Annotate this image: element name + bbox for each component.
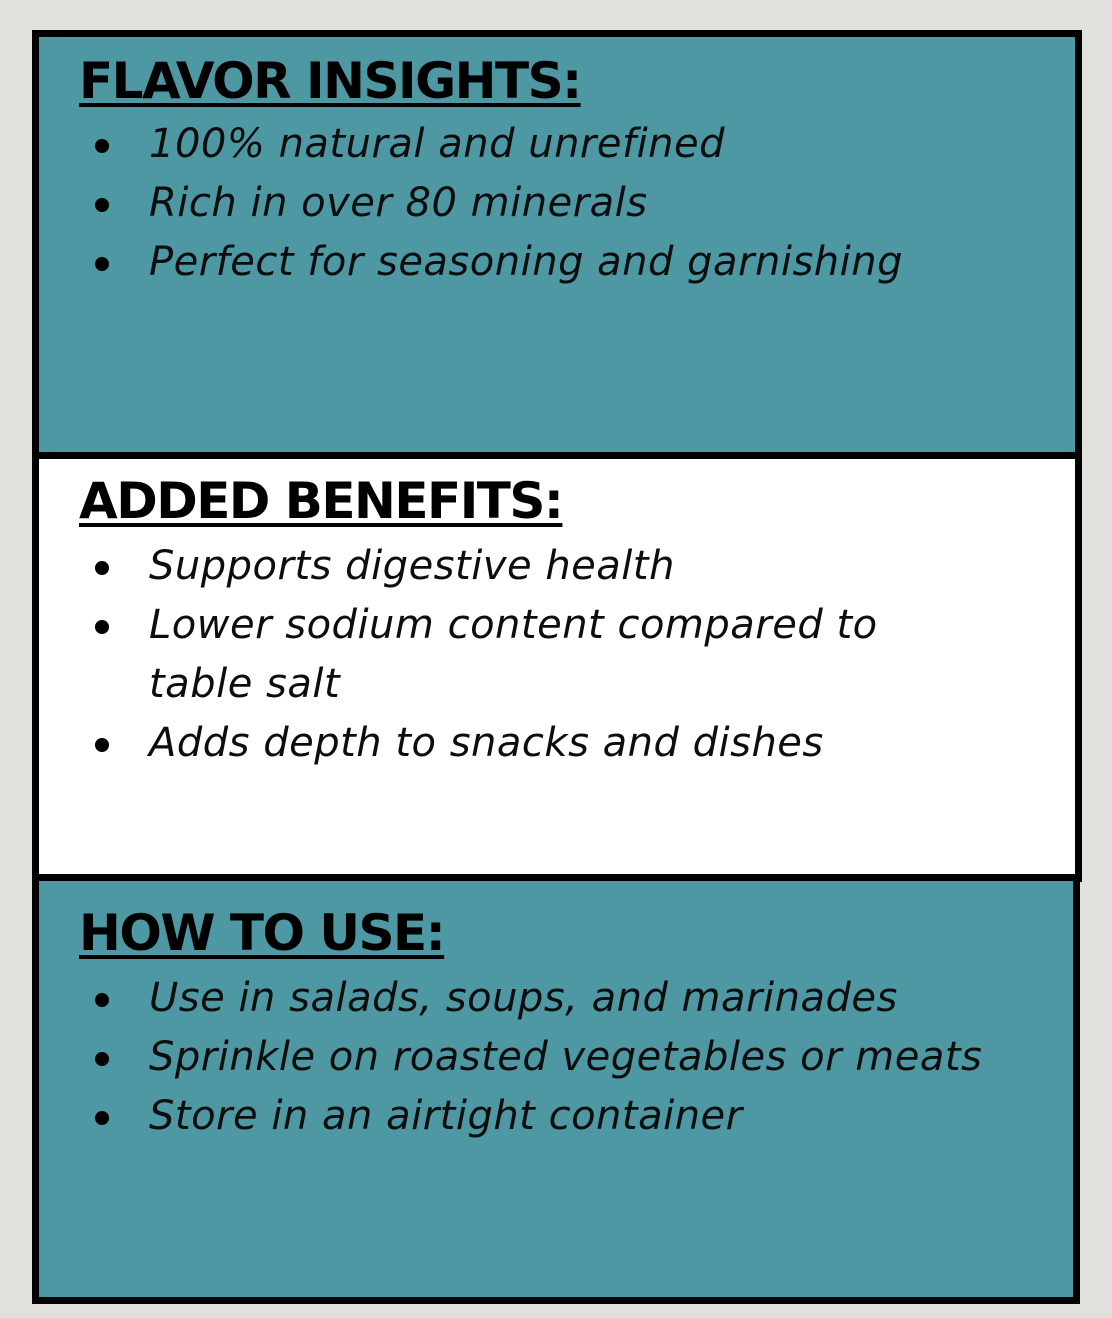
list-item: [39, 115, 989, 174]
bullet-icon: [95, 561, 109, 575]
list-item: [39, 1087, 989, 1146]
bullet-icon: [95, 1111, 109, 1125]
bullet-icon: [95, 1052, 109, 1066]
bullet-icon: [95, 139, 109, 153]
bullet-icon: [95, 738, 109, 752]
added-benefits-heading: ADDED BENEFITS:: [79, 472, 563, 530]
added-benefits-list: [39, 537, 989, 773]
list-item-text: 100% natural and unrefined: [149, 121, 726, 167]
list-item-text: Perfect for seasoning and garnishing: [149, 239, 903, 285]
list-item: [39, 1028, 989, 1087]
bullet-icon: [95, 620, 109, 634]
list-item-text: Supports digestive health: [149, 543, 675, 589]
list-item-text: Use in salads, soups, and marinades: [149, 975, 898, 1021]
how-to-use-panel: [32, 874, 1080, 1304]
list-item-text: Sprinkle on roasted vegetables or meats: [149, 1034, 983, 1080]
list-item: [39, 174, 989, 233]
list-item-text: Lower sodium content compared to table salt: [149, 602, 878, 707]
bullet-icon: [95, 198, 109, 212]
list-item: [39, 714, 989, 773]
how-to-use-list: [39, 969, 989, 1146]
flavor-insights-panel: [32, 30, 1082, 460]
list-item-text: Store in an airtight container: [149, 1093, 743, 1139]
list-item: [39, 969, 989, 1028]
flavor-insights-list: [39, 115, 989, 292]
flavor-insights-heading: FLAVOR INSIGHTS:: [79, 52, 581, 110]
added-benefits-panel: [32, 452, 1082, 882]
bullet-icon: [95, 993, 109, 1007]
list-item: [39, 537, 989, 596]
list-item-text: Rich in over 80 minerals: [149, 180, 648, 226]
list-item-text: Adds depth to snacks and dishes: [149, 720, 824, 766]
list-item: [39, 233, 989, 292]
bullet-icon: [95, 257, 109, 271]
list-item: [39, 596, 989, 714]
how-to-use-heading: HOW TO USE:: [79, 904, 445, 962]
